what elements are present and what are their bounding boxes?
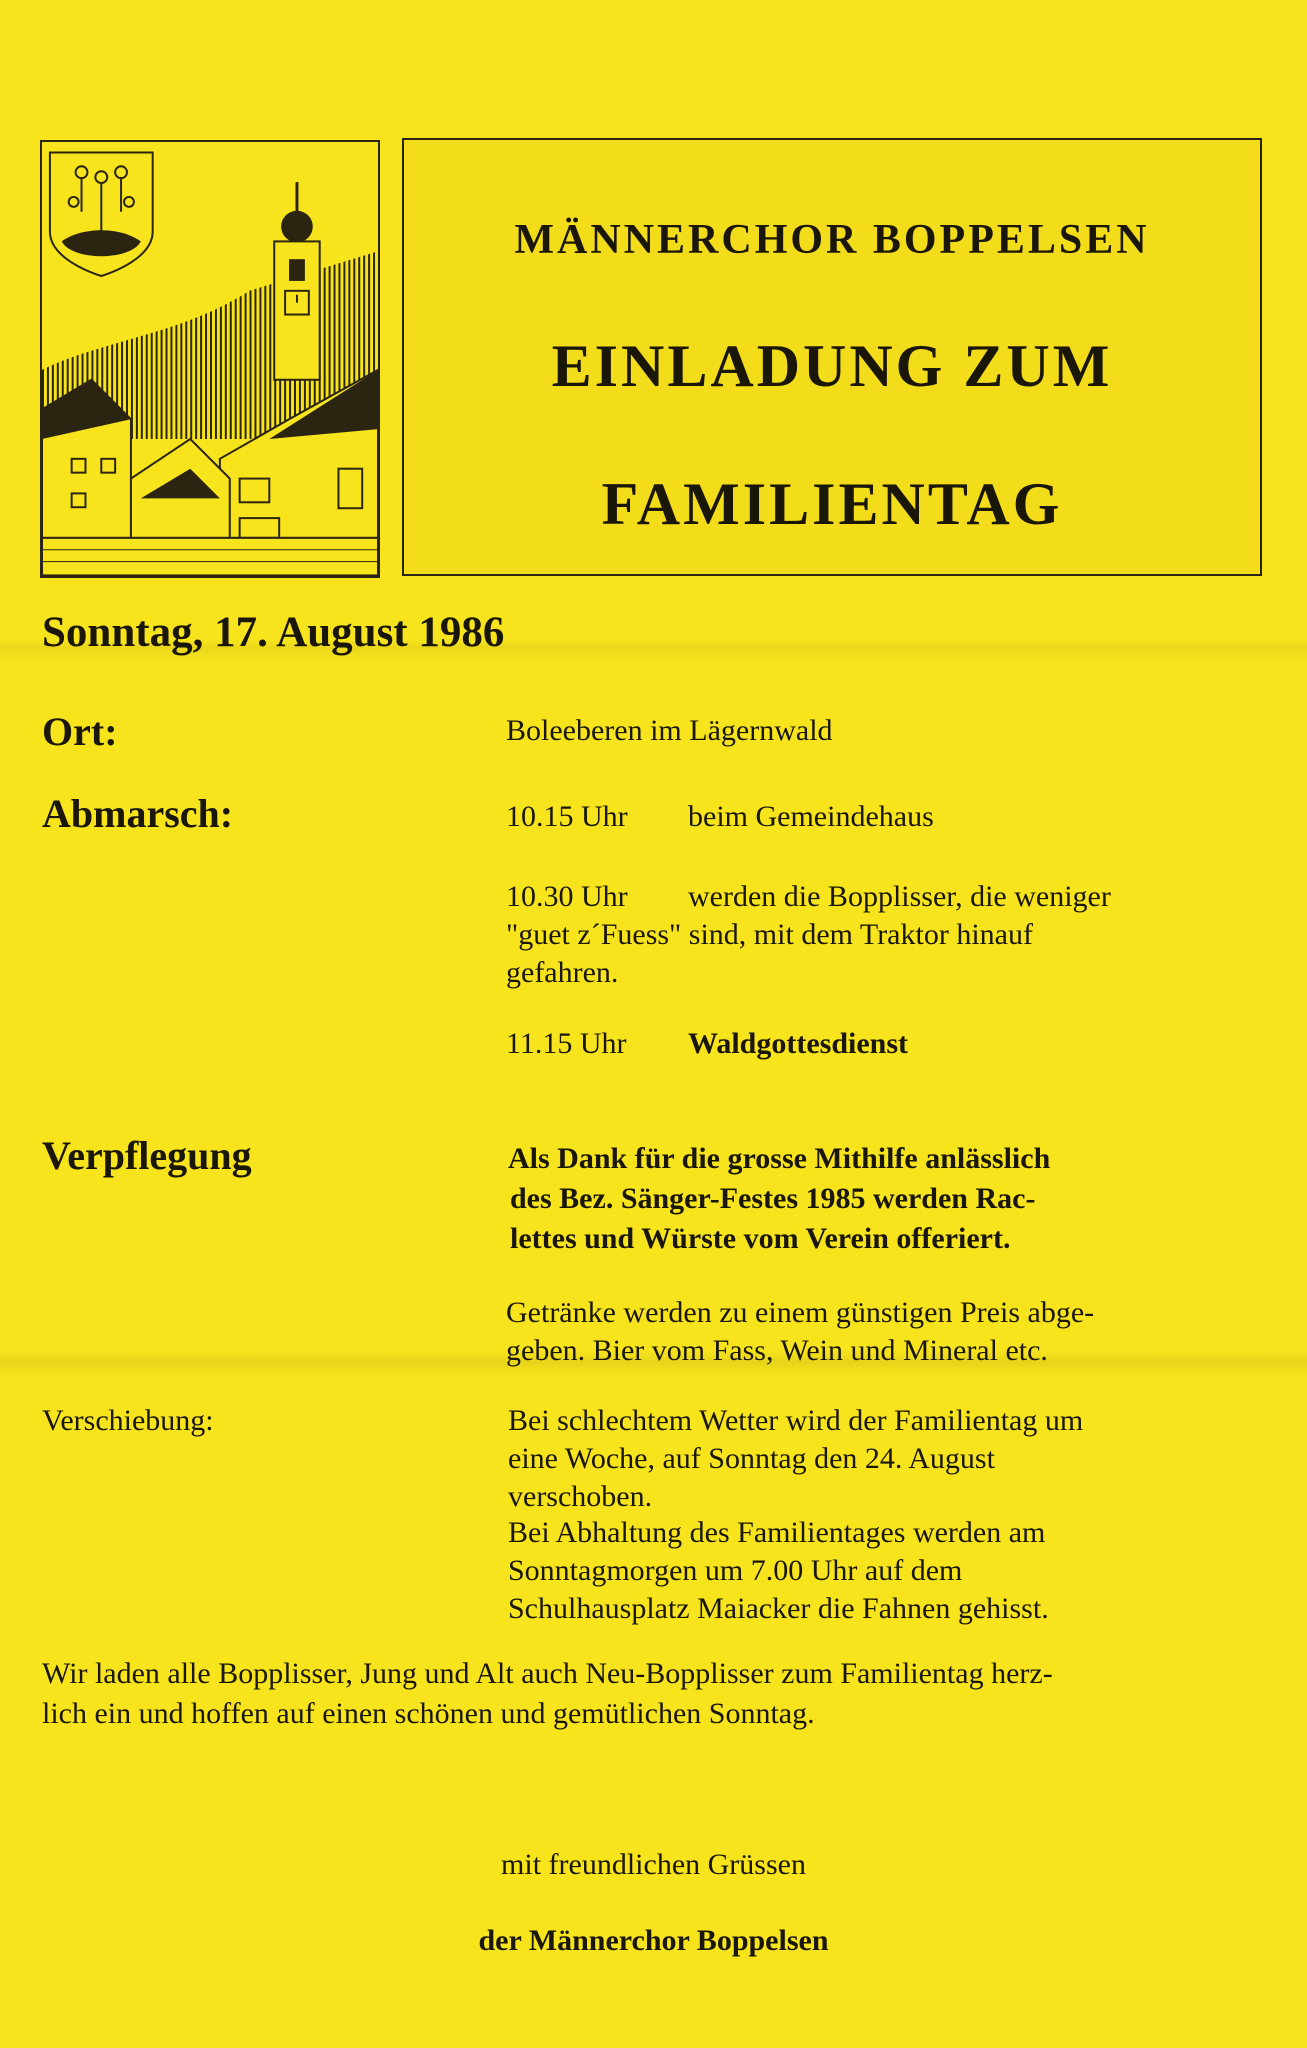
abmarsch-time-1: 10.15 Uhr xyxy=(506,800,628,833)
verschiebung-line-4: Bei Abhaltung des Familientages werden am xyxy=(508,1516,1046,1549)
invitation-line-1: Wir laden alle Bopplisser, Jung und Alt auch Neu-Bopplisser zum Familientag herz- xyxy=(42,1657,1053,1690)
verpflegung-line-2: geben. Bier vom Fass, Wein und Mineral etc. xyxy=(506,1334,1048,1367)
closing-greeting: mit freundlichen Grüssen xyxy=(501,1848,806,1881)
invitation-paragraph xyxy=(42,1654,1282,1734)
invitation-line-2: lich ein und hoffen auf einen schönen und gemütlichen Sonntag. xyxy=(42,1697,815,1730)
abmarsch-text-1: beim Gemeindehaus xyxy=(688,800,934,833)
abmarsch-label: Abmarsch: xyxy=(42,791,234,836)
title-line-2: FAMILIENTAG xyxy=(601,471,1063,537)
closing-signature: der Männerchor Boppelsen xyxy=(478,1924,829,1957)
verschiebung-line-2: eine Woche, auf Sonntag den 24. August xyxy=(508,1442,995,1475)
verpflegung-label: Verpflegung xyxy=(42,1133,252,1178)
ort-value: Boleeberen im Lägernwald xyxy=(506,714,833,747)
verschiebung-label: Verschiebung: xyxy=(42,1404,214,1437)
coat-of-arms-icon xyxy=(50,152,153,276)
verschiebung-line-1: Bei schlechtem Wetter wird der Familientag um xyxy=(508,1404,1084,1437)
verpflegung-bold-line-1: Als Dank für die grosse Mithilfe anlässlich xyxy=(508,1142,1051,1175)
village-illustration xyxy=(40,140,380,578)
abmarsch-time-2: 10.30 Uhr xyxy=(506,880,628,913)
title-line-1: EINLADUNG ZUM xyxy=(551,333,1113,399)
abmarsch-text-2: werden die Bopplisser, die weniger xyxy=(688,880,1111,913)
verschiebung-line-5: Sonntagmorgen um 7.00 Uhr auf dem xyxy=(508,1554,963,1587)
verpflegung-bold-line-3: lettes und Würste vom Verein offeriert. xyxy=(510,1222,1011,1255)
event-date: Sonntag, 17. August 1986 xyxy=(42,609,505,656)
verschiebung-line-6: Schulhausplatz Maiacker die Fahnen gehisst. xyxy=(508,1592,1049,1625)
abmarsch-text-3: Waldgottesdienst xyxy=(688,1027,909,1060)
abmarsch-text-2-line2: "guet z´Fuess" sind, mit dem Traktor hinauf xyxy=(506,918,1033,951)
club-name: MÄNNERCHOR BOPPELSEN xyxy=(514,217,1150,263)
abmarsch-text-2-line3: gefahren. xyxy=(506,956,619,989)
village-church-icon xyxy=(42,142,378,576)
verpflegung-line-1: Getränke werden zu einem günstigen Preis abge- xyxy=(506,1296,1095,1329)
verpflegung-bold-line-2: des Bez. Sänger-Festes 1985 werden Rac- xyxy=(510,1182,1036,1215)
abmarsch-time-3: 11.15 Uhr xyxy=(506,1027,627,1060)
title-box xyxy=(402,138,1262,576)
verschiebung-line-3: verschoben. xyxy=(508,1480,653,1513)
ort-label: Ort: xyxy=(42,709,118,754)
